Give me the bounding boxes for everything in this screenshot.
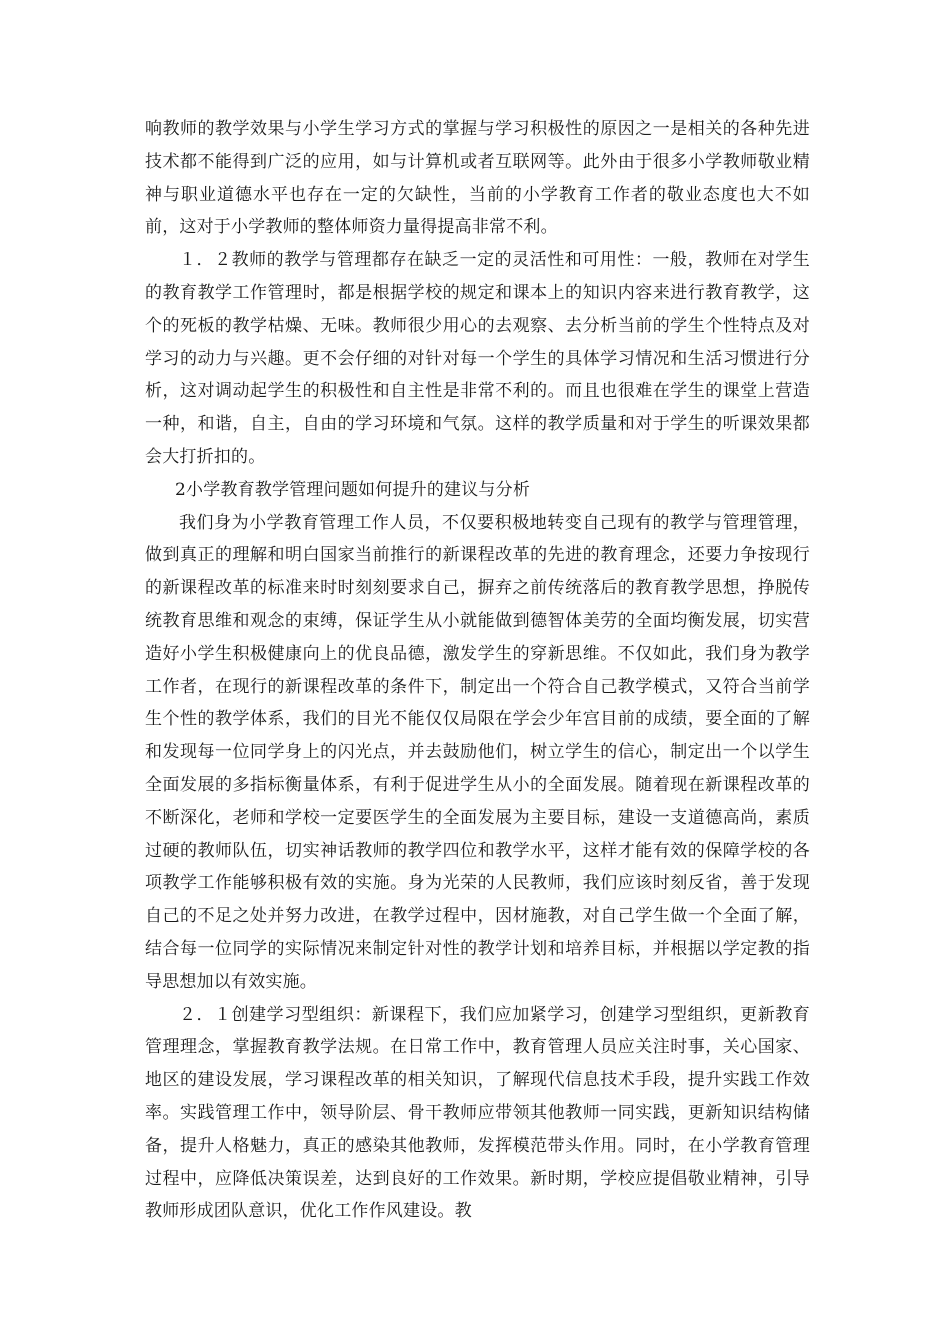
paragraph-section-2-intro: 我们身为小学教育管理工作人员，不仅要积极地转变自己现有的教学与管理管理，做到真正的理解和明白国家当前推行的新课程改革的先进的教育理念，还要力争按现行的新课程改革的标准来时时刻刻要求自己，摒弃之前传统落后的教育教学思想，挣脱传统教育思维和观念的束缚，保证学生从小就能做到德智体美劳的全面均衡发展，切实营造好小学生积极健康向上的优良品德，激发学生的穿新思维。不仅如此，我们身为教学工作者，在现行的新课程改革的条件下，制定出一个符合自己教学模式，又符合当前学生个性的教学体系，我们的目光不能仅仅局限在学会少年宫目前的成绩，要全面的了解和发现每一位同学身上的闪光点，并去鼓励他们，树立学生的信心，制定出一个以学生全面发展的多指标衡量体系，有利于促进学生从小的全面发展。随着现在新课程改革的不断深化，老师和学校一定要医学生的全面发展为主要目标，建设一支道德高尚，素质过硬的教师队伍，切实神话教师的教学四位和教学水平，这样才能有效的保障学校的各项教学工作能够积极有效的实施。身为光荣的人民教师，我们应该时刻反省，善于发现自己的不足之处并努力改进，在教学过程中，因材施教，对自己学生做一个全面了解，结合每一位同学的实际情况来制定针对性的教学计划和培养目标，并根据以学定教的指导思想加以有效实施。 [145,512,810,992]
paragraph-continuation: 响教师的教学效果与小学生学习方式的掌握与学习积极性的原因之一是相关的各种先进技术都不能得到广泛的应用，如与计算机或者互联网等。此外由于很多小学教师敬业精神与职业道德水平也存在一定的欠缺性，当前的小学教育工作者的敬业态度也大不如前，这对于小学教师的整体师资力量得提高非常不利。 [145,119,810,238]
document-body [145,113,810,1228]
paragraph-section-2-1: ２．１创建学习型组织：新课程下，我们应加紧学习，创建学习型组织，更新教育管理理念，掌握教育教学法规。在日常工作中，教育管理人员应关注时事，关心国家、地区的建设发展，学习课程改革的相关知识，了解现代信息技术手段，提升实践工作效率。实践管理工作中，领导阶层、骨干教师应带领其他教师一同实践，更新知识结构储备，提升人格魅力，真正的感染其他教师，发挥模范带头作用。同时，在小学教育管理过程中，应降低决策误差，达到良好的工作效果。新时期，学校应提倡敬业精神，引导教师形成团队意识，优化工作作风建设。教 [145,1004,810,1222]
paragraph-section-1-2: １．２教师的教学与管理都存在缺乏一定的灵活性和可用性：一般，教师在对学生的教育教学工作管理时，都是根据学校的规定和课本上的知识内容来进行教育教学，这个的死板的教学枯燥、无味。教师很少用心的去观察、去分析当前的学生个性特点及对学习的动力与兴趣。更不会仔细的对针对每一个学生的具体学习情况和生活习惯进行分析，这对调动起学生的积极性和自主性是非常不利的。而且也很难在学生的课堂上营造一种，和谐，自主，自由的学习环境和气氛。这样的教学质量和对于学生的听课效果都会大打折扣的。 [145,250,810,467]
section-heading-2: 2小学教育教学管理问题如何提升的建议与分析 [175,479,531,500]
